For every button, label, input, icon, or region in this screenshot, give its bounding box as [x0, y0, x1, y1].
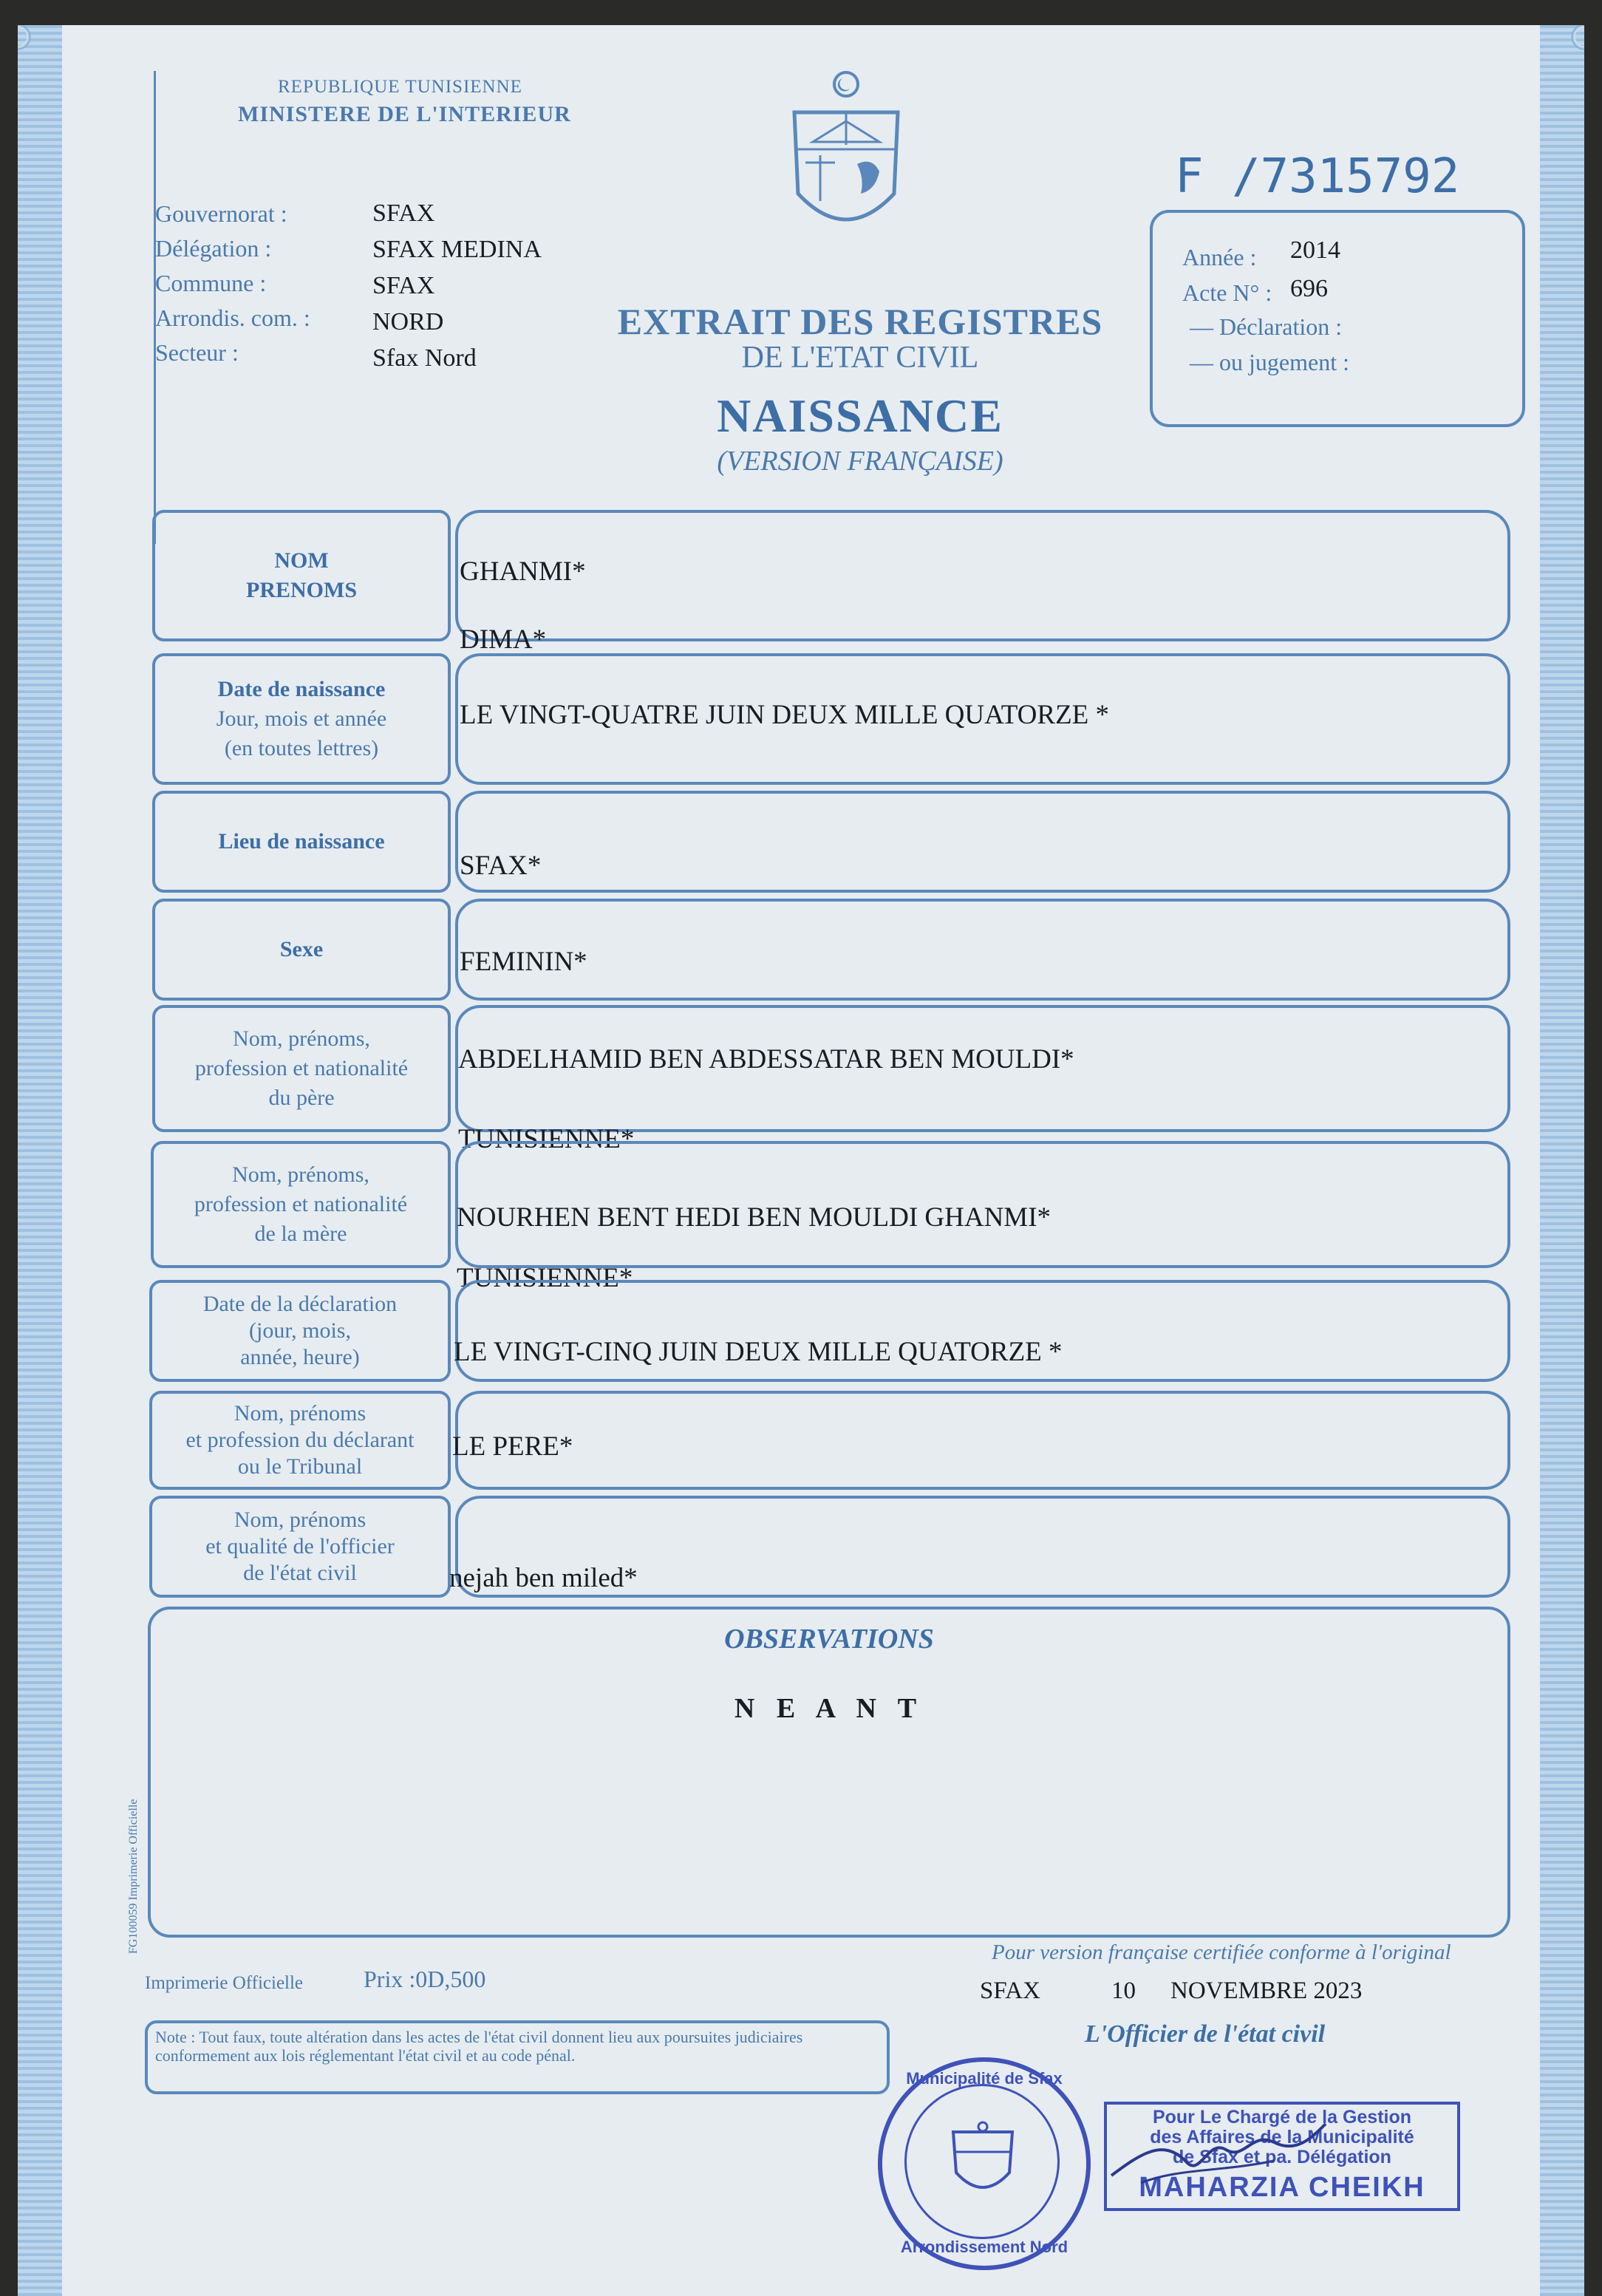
- form-reference-code: FG100059 Imprimerie Officielle: [127, 1799, 140, 1954]
- label-officier: Nom, prénoms et qualité de l'officier de l'état civil: [149, 1496, 451, 1598]
- value-pere-nationalite: TUNISIENNE*: [458, 1124, 635, 1154]
- annee-value: 2014: [1290, 236, 1340, 264]
- coat-of-arms-emblem: [783, 68, 909, 245]
- value-date-declaration: LE VINGT-CINQ JUIN DEUX MILLE QUATORZE *: [454, 1337, 1063, 1367]
- delegation-value: SFAX MEDINA: [372, 236, 542, 263]
- handwritten-signature: [1097, 2109, 1333, 2198]
- field-nom-prenoms: [455, 510, 1510, 641]
- stamp-officer-name: MAHARZIA CHEIKH: [1139, 2172, 1425, 2203]
- stamp-bottom-text: Arrondissement Nord: [900, 2238, 1068, 2256]
- birth-certificate-sheet: [18, 25, 1584, 2296]
- label-nom-prenoms: NOM PRENOMS: [152, 510, 451, 641]
- acte-box: [1150, 210, 1525, 427]
- certified-conform-text: Pour version française certifiée conforme à l'original: [992, 1941, 1451, 1964]
- field-declarant: [455, 1391, 1510, 1490]
- acte-number-label: Acte N° :: [1182, 279, 1272, 306]
- field-lieu-naissance: [455, 791, 1510, 893]
- commune-label: Commune :: [155, 270, 267, 296]
- stamp-top-text: Municipalité de Sfax: [906, 2069, 1063, 2088]
- printer-label: Imprimerie Officielle: [145, 1973, 304, 1993]
- value-mere-nom: NOURHEN BENT HEDI BEN MOULDI GHANMI*: [457, 1202, 1051, 1233]
- officer-title: L'Officier de l'état civil: [1085, 2020, 1326, 2048]
- value-declarant: LE PERE*: [452, 1431, 573, 1462]
- label-mere: Nom, prénoms, profession et nationalité de la mère: [151, 1141, 451, 1268]
- delegation-label: Délégation :: [155, 235, 272, 262]
- value-nom: GHANMI*: [460, 556, 586, 587]
- municipality-round-stamp: [878, 2057, 1091, 2270]
- legal-note-box: [145, 2020, 890, 2094]
- left-guilloche-border: [18, 25, 62, 2296]
- annee-label: Année :: [1182, 244, 1257, 270]
- right-guilloche-border: [1540, 25, 1584, 2296]
- republic-label: REPUBLIQUE TUNISIENNE: [278, 77, 522, 97]
- stamp-rect-lines: Pour Le Chargé de la Gestion des Affaires de la Municipalité de Sfax et pa. Délégation: [1150, 2107, 1414, 2167]
- value-mere-nationalite: TUNISIENNE*: [457, 1263, 633, 1293]
- value-pere-nom: ABDELHAMID BEN ABDESSATAR BEN MOULDI*: [458, 1044, 1074, 1074]
- document-type: NAISSANCE: [717, 389, 1003, 442]
- price-label: Prix :0D,500: [364, 1966, 486, 1992]
- value-lieu-naissance: SFAX*: [460, 851, 542, 881]
- admin-labels: [155, 197, 310, 370]
- label-sexe: Sexe: [152, 899, 451, 1001]
- secteur-value: Sfax Nord: [372, 344, 477, 372]
- issue-month-year: NOVEMBRE 2023: [1170, 1978, 1363, 2004]
- title-line2: DE L'ETAT CIVIL: [741, 341, 979, 375]
- field-sexe: [455, 899, 1510, 1001]
- arrondissement-label: Arrondis. com. :: [155, 304, 310, 331]
- label-date-naissance: Date de naissance Jour, mois et année (en toutes lettres): [152, 653, 451, 785]
- acte-number-value: 696: [1290, 275, 1328, 302]
- label-date-declaration: Date de la déclaration (jour, mois, année, heure): [149, 1280, 451, 1382]
- observations-value: N E A N T: [734, 1693, 924, 1724]
- issue-place: SFAX: [980, 1978, 1040, 2004]
- secteur-label: Secteur :: [155, 339, 239, 366]
- observations-box: [148, 1607, 1510, 1938]
- title-block: [579, 300, 1141, 477]
- admin-values: [372, 195, 542, 376]
- legal-note-text: Note : Tout faux, toute altération dans les actes de l'état civil donnent lieu aux poursuites judiciaires conformement aux lois réglementant l'état civil et au code pénal.: [155, 2028, 803, 2065]
- label-pere: Nom, prénoms, profession et nationalité du père: [152, 1005, 451, 1132]
- ministry-label: MINISTERE DE L'INTERIEUR: [238, 102, 571, 126]
- value-date-naissance: LE VINGT-QUATRE JUIN DEUX MILLE QUATORZE *: [460, 700, 1110, 730]
- value-officier: nejah ben miled*: [449, 1563, 638, 1593]
- observations-title: OBSERVATIONS: [724, 1624, 934, 1655]
- value-sexe: FEMININ*: [460, 947, 587, 977]
- commune-value: SFAX: [372, 272, 435, 299]
- issue-day: 10: [1111, 1978, 1136, 2004]
- gouvernorat-value: SFAX: [372, 200, 435, 227]
- label-lieu-naissance: Lieu de naissance: [152, 791, 451, 893]
- gouvernorat-label: Gouvernorat :: [155, 200, 287, 227]
- value-prenoms: DIMA*: [460, 624, 547, 655]
- stamp-emblem-icon: [946, 2121, 1020, 2202]
- jugement-label: — ou jugement :: [1190, 349, 1349, 375]
- declaration-label: — Déclaration :: [1190, 313, 1343, 340]
- version-label: (VERSION FRANÇAISE): [717, 446, 1003, 477]
- title-line1: EXTRAIT DES REGISTRES: [617, 301, 1103, 342]
- label-declarant: Nom, prénoms et profession du déclarant ou le Tribunal: [149, 1391, 451, 1490]
- serial-number: F /7315792: [1175, 149, 1460, 204]
- arrondissement-value: NORD: [372, 308, 444, 335]
